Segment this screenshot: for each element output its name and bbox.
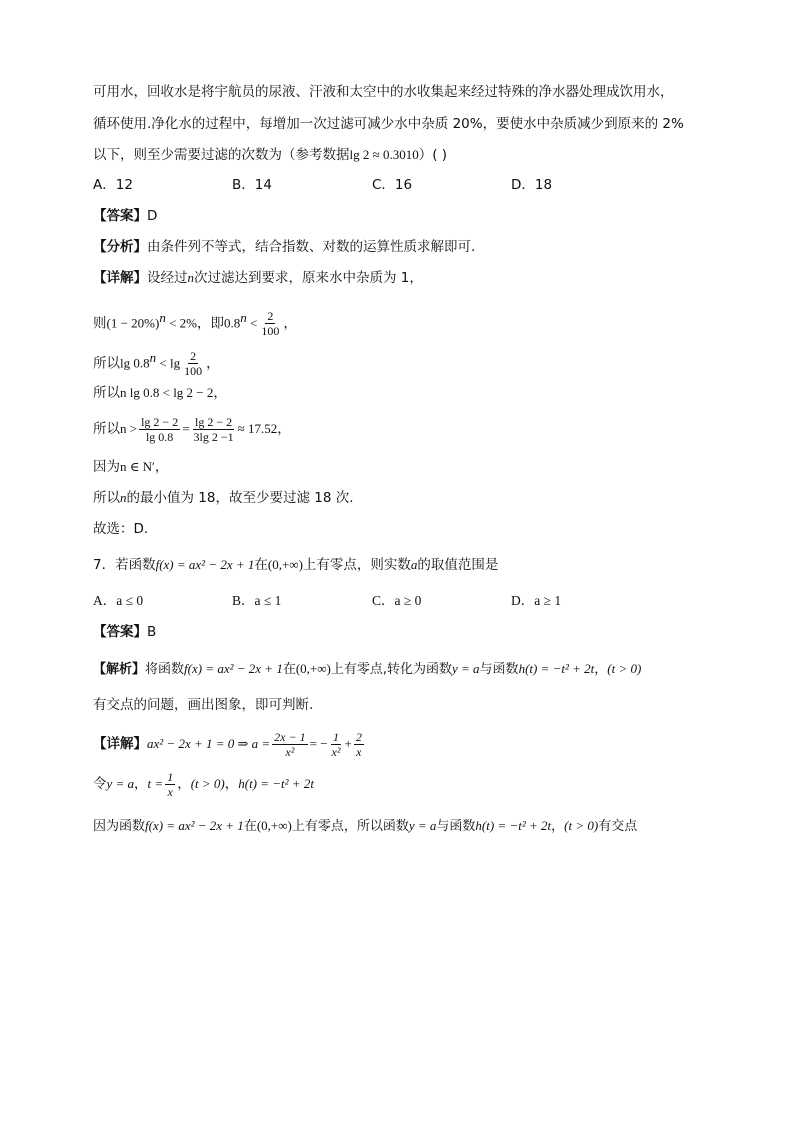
text: ，即 (197, 315, 224, 332)
q6-detail-line-4 (93, 383, 227, 403)
text: 与函数 (479, 662, 519, 677)
text: 次过滤达到要求，原来水中杂质为 1， (194, 270, 423, 286)
text: ， (206, 355, 220, 372)
fraction (330, 730, 343, 759)
text: 的取值范围是 (417, 557, 499, 573)
text: 所以 (93, 490, 120, 506)
text: 上有零点，则实数 (302, 557, 411, 573)
math: (t > 0) (564, 818, 599, 833)
math: lg 0.8 (120, 355, 150, 371)
fraction-denominator: 100 (261, 324, 280, 338)
math: n lg 0.8 < lg 2 − 2 (120, 385, 214, 400)
text: 设经过 (147, 270, 188, 286)
math: = (182, 421, 190, 436)
q6-option-c: C．16 (372, 177, 413, 193)
text: 7．若函数 (93, 557, 156, 573)
text: 上有零点，所以函数 (291, 819, 409, 834)
math: ax² − 2x + 1 = 0 ⇒ a = (147, 736, 271, 751)
math: h(t) = −t² + 2t (475, 818, 552, 833)
math-var: n (187, 270, 194, 285)
math: f(x) = ax² − 2x + 1 (155, 557, 255, 572)
text: 则 (93, 315, 107, 332)
text: 与函数 (436, 819, 476, 834)
text: ）( ) (418, 147, 448, 163)
math-var: a (410, 557, 418, 572)
math: (1 − 20%) (106, 315, 160, 331)
text: ， (277, 421, 291, 437)
fraction-numerator: 1 (333, 729, 339, 744)
math: 0.8 (224, 315, 241, 331)
problem-6-text-line-2: 循环使用.净化水的过程中，每增加一次过滤可减少水中杂质 20%，要使水中杂质减少到原来的 2% (93, 116, 684, 132)
q7-stem (93, 555, 498, 575)
fraction (354, 730, 364, 759)
text: 上有零点,转化为函数 (330, 662, 452, 677)
problem-6-text-line-3 (93, 145, 447, 165)
problem-6-text-line-1: 可用水，回收水是将宇航员的尿液、汗液和太空中的水收集起来经过特殊的净水器处理成饮用水， (93, 84, 674, 100)
fraction-denominator: x² (331, 744, 341, 759)
q7-detail-line-3 (93, 816, 637, 837)
fraction-numerator: 2 (267, 309, 274, 323)
fraction-denominator: x (167, 784, 173, 799)
q7-option-c: C．a ≥ 0 (372, 593, 422, 608)
math: (t > 0) (190, 776, 225, 791)
math: < (246, 315, 258, 331)
math-var: n (120, 490, 127, 505)
text: ， (224, 776, 239, 792)
text: ， (154, 459, 169, 475)
q6-answer (93, 206, 157, 226)
fraction-numerator: 2 (355, 729, 362, 744)
fraction (139, 415, 180, 444)
math: f(x) = ax² − 2x + 1 (145, 818, 244, 833)
q7-analysis-line-2: 有交点的问题，画出图象，即可判断. (93, 697, 314, 713)
text: 因为 (93, 459, 120, 475)
q6-detail-line-1 (93, 268, 423, 288)
text: 在 (282, 662, 296, 677)
fraction-denominator: lg 0.8 (145, 429, 174, 444)
fraction-denominator: x² (285, 744, 295, 759)
text: 将函数 (145, 662, 185, 677)
text: ， (213, 385, 227, 401)
analysis-tag: 【分析】 (93, 239, 147, 255)
q6-detail-line-2 (93, 302, 297, 340)
q6-option-d: D．18 (511, 177, 553, 193)
analysis-tag: 【解析】 (93, 662, 146, 677)
math: h(t) = −t² + 2t (238, 776, 314, 791)
math: (t > 0) (607, 661, 642, 676)
q7-option-a: A．a ≤ 0 (93, 593, 144, 608)
fraction-numerator: 2x − 1 (274, 729, 306, 744)
math-sup: n (240, 310, 247, 325)
math: ≈ 17.52 (237, 421, 278, 436)
q6-analysis (93, 237, 475, 257)
math: n > (120, 421, 138, 436)
math: (0,+∞) (267, 557, 303, 572)
fraction (165, 770, 175, 799)
detail-tag: 【详解】 (93, 736, 147, 752)
text: 以下，则至少需要过滤的次数为（参考数据 (93, 147, 350, 163)
math-reference-data: lg 2 ≈ 0.3010 (349, 147, 419, 162)
q6-detail-line-6 (93, 457, 168, 477)
text: ， (594, 662, 608, 677)
math-sup: n (159, 310, 166, 325)
fraction-numerator: lg 2 − 2 (195, 414, 233, 429)
math: y = a (452, 661, 480, 676)
q6-option-a: A．12 (93, 177, 133, 193)
q7-analysis-line-1 (93, 659, 641, 680)
text: ， (551, 819, 565, 834)
text: 所以 (93, 421, 120, 437)
text: ， (283, 315, 297, 332)
fraction-numerator: 2 (190, 349, 197, 363)
fraction-denominator: x (356, 744, 362, 759)
answer-tag: 【答案】 (93, 208, 147, 224)
fraction (192, 415, 236, 444)
text: 的最小值为 18，故至少要过滤 18 次. (126, 490, 354, 506)
math: < 2% (165, 315, 197, 331)
math-sup: n (149, 350, 157, 365)
q7-answer (93, 622, 156, 642)
text: 在 (243, 819, 257, 834)
fraction (272, 730, 307, 759)
text: ， (134, 776, 148, 792)
math: = − (309, 736, 328, 751)
text: 因为函数 (93, 819, 146, 834)
math: < lg (156, 355, 181, 371)
fraction-denominator: 3lg 2 −1 (193, 429, 234, 444)
text: 所以 (93, 355, 120, 372)
text: 在 (254, 557, 268, 573)
text: 令 (93, 776, 107, 792)
text: 有交点 (598, 819, 638, 834)
q6-option-b: B．14 (232, 177, 272, 193)
math: t = (147, 776, 164, 791)
fraction (182, 349, 204, 378)
answer-text: B (147, 624, 157, 640)
math: (0,+∞) (256, 818, 292, 833)
math: f(x) = ax² − 2x + 1 (184, 661, 283, 676)
fraction-denominator: 100 (184, 364, 203, 378)
q7-detail-line-1 (93, 728, 366, 760)
text: ， (177, 776, 191, 792)
fraction (259, 309, 281, 338)
q7-detail-line-2 (93, 768, 314, 800)
math: h(t) = −t² + 2t (518, 661, 595, 676)
fraction-numerator: 1 (167, 769, 174, 784)
answer-tag: 【答案】 (93, 624, 147, 640)
fraction-numerator: lg 2 − 2 (141, 414, 179, 429)
detail-tag: 【详解】 (93, 270, 147, 286)
q6-detail-line-7 (93, 488, 354, 508)
math: y = a (408, 818, 437, 833)
text: 所以 (93, 385, 120, 401)
analysis-text: 由条件列不等式，结合指数、对数的运算性质求解即可. (147, 239, 476, 255)
q6-detail-line-3 (93, 342, 220, 380)
q6-detail-line-5 (93, 413, 291, 445)
math: (0,+∞) (295, 661, 331, 676)
math: + (344, 736, 352, 751)
q7-option-d: D．a ≥ 1 (511, 593, 562, 608)
answer-text: D (147, 208, 158, 224)
q7-option-b: B．a ≤ 1 (232, 593, 282, 608)
math: n ∈ N′ (120, 459, 155, 474)
math: y = a (106, 776, 135, 791)
q6-detail-line-8: 故选：D. (93, 521, 149, 537)
